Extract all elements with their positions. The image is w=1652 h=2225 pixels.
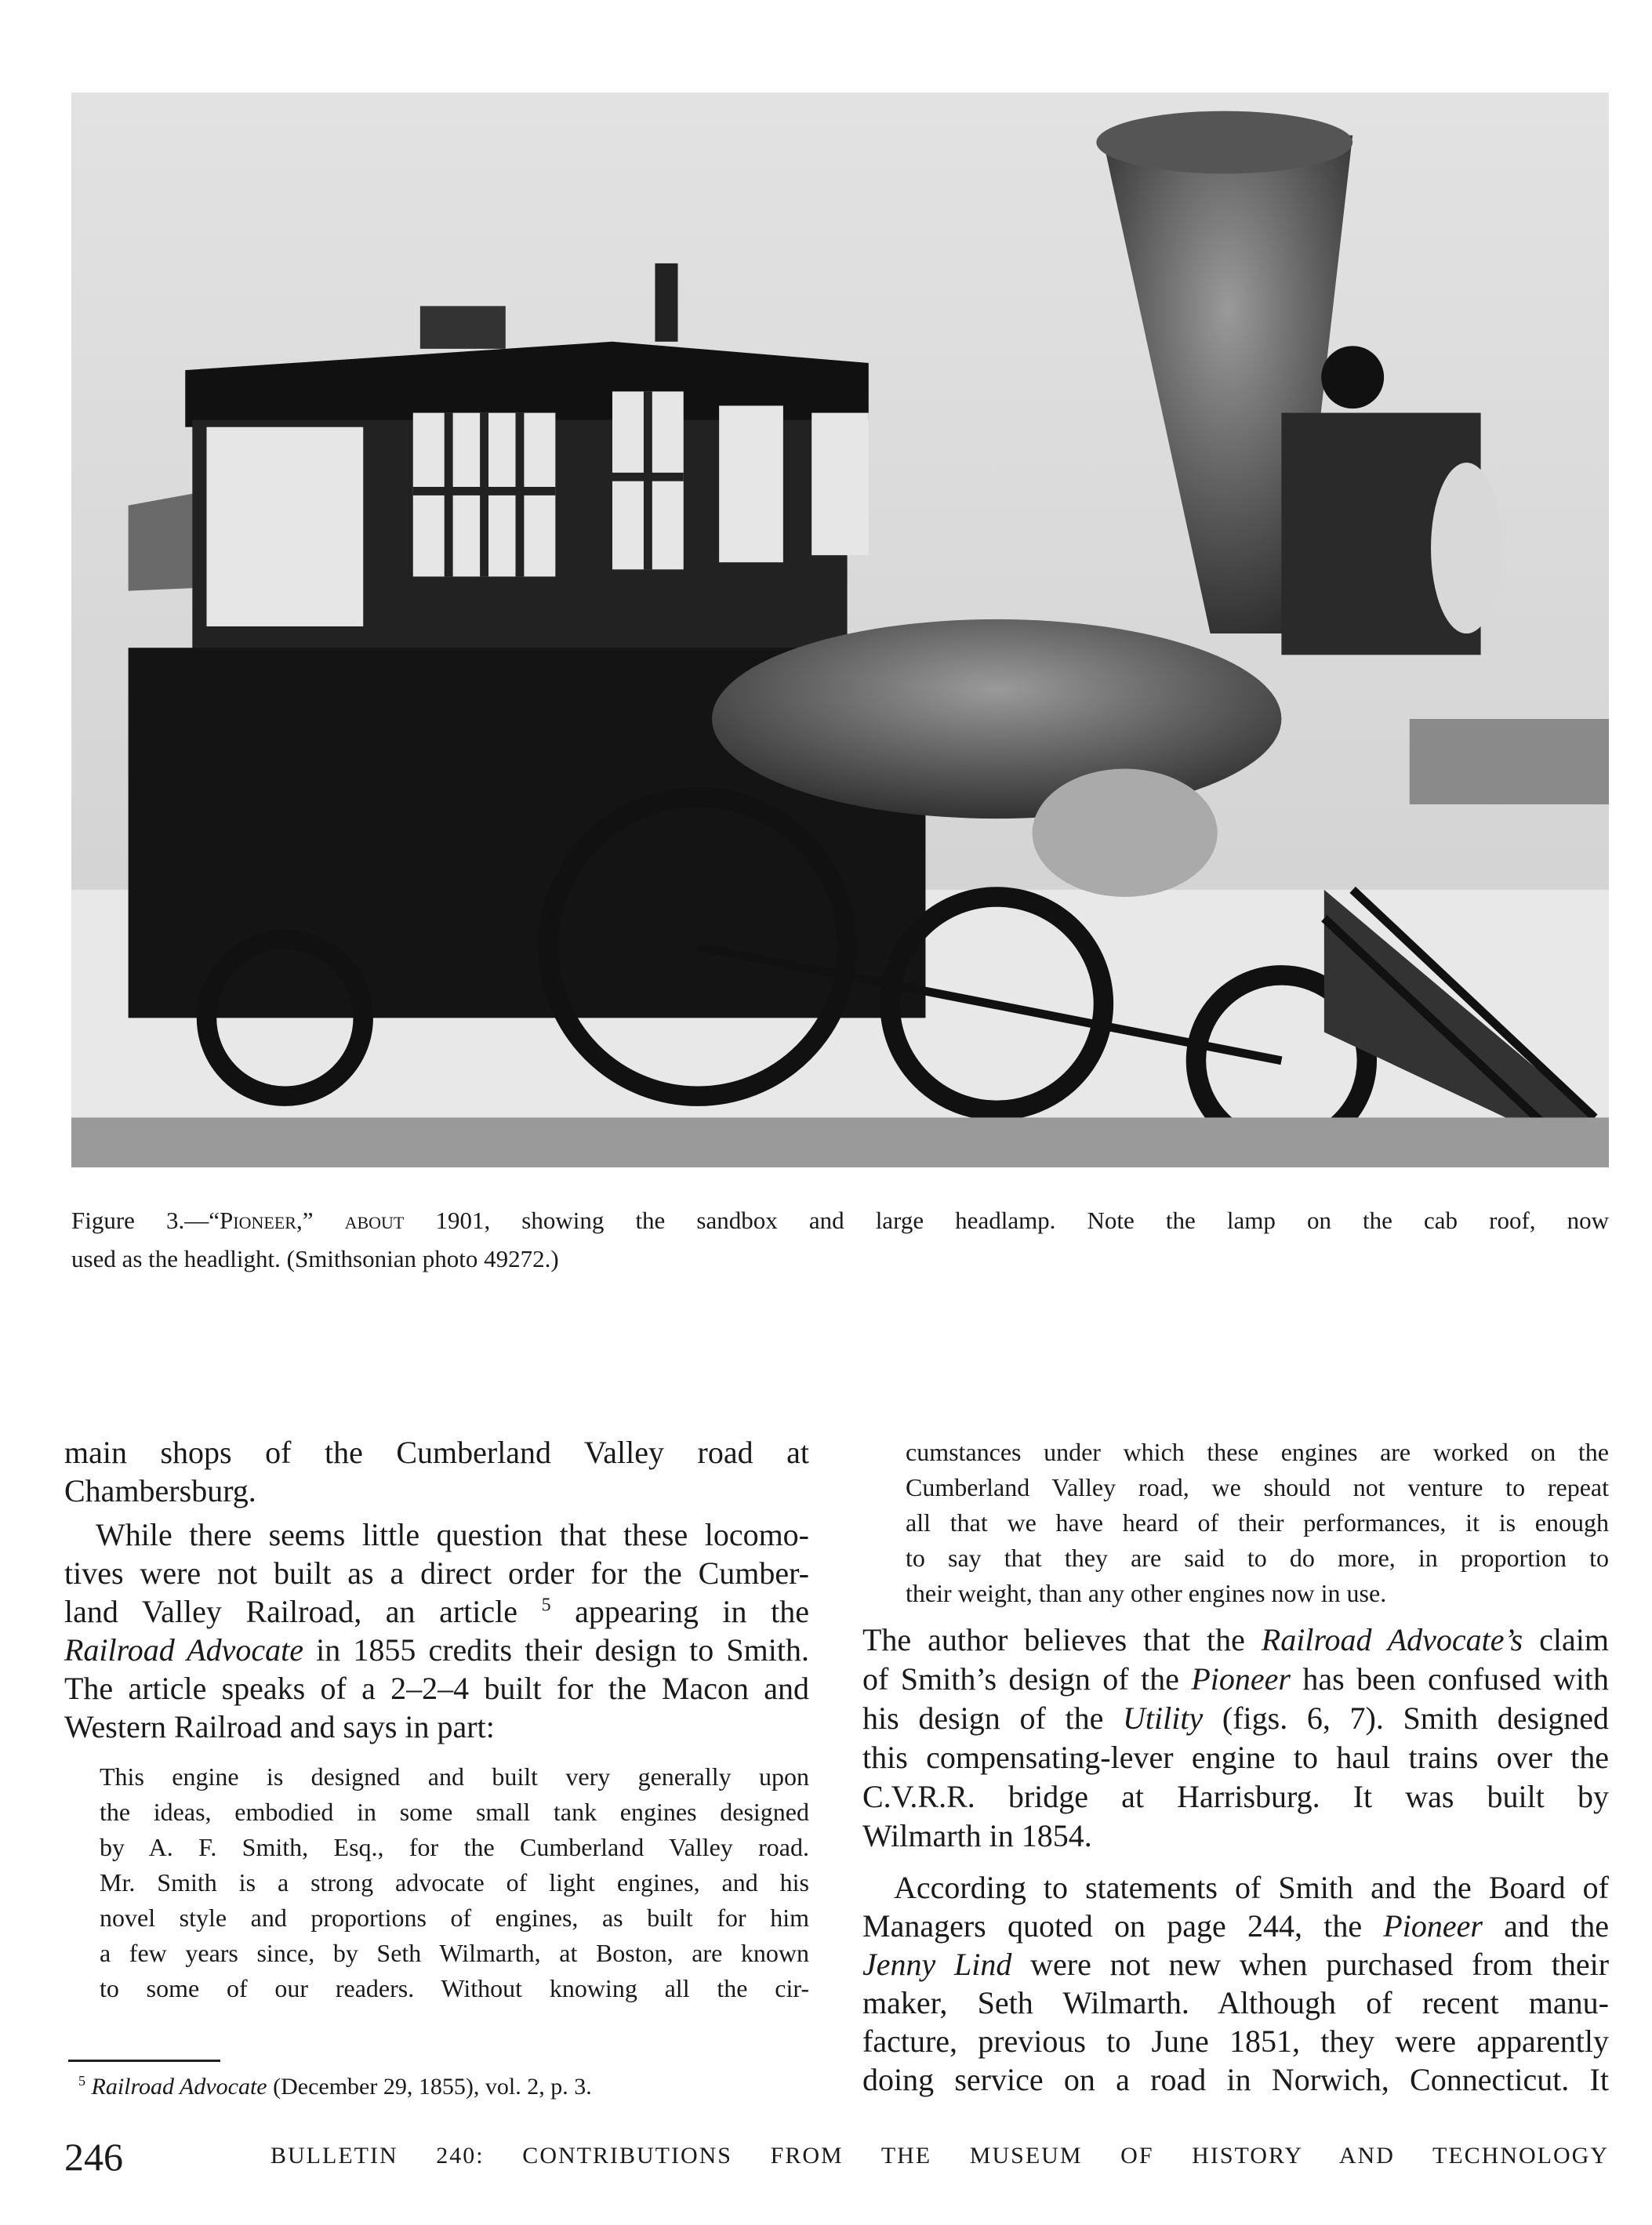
text-segment: in 1855 credits their design to Smith. bbox=[303, 1632, 809, 1668]
text-line bbox=[862, 1738, 1609, 1777]
text-segment: his design of the bbox=[862, 1701, 1123, 1736]
paragraph bbox=[862, 1868, 1609, 2099]
text-line bbox=[862, 1984, 1609, 2022]
text-line bbox=[906, 1576, 1609, 1611]
text-segment: Western Railroad and says in part: bbox=[64, 1709, 495, 1744]
text-segment: all that we have heard of their performances, it is enough bbox=[906, 1508, 1609, 1537]
text-segment: Pioneer,” bbox=[220, 1207, 314, 1234]
italic-text: Jenny Lind bbox=[862, 1947, 1012, 1982]
text-segment: about bbox=[344, 1207, 405, 1234]
text-segment: Wilmarth in 1854. bbox=[862, 1818, 1092, 1853]
text-line bbox=[64, 1472, 809, 1510]
text-segment: The article speaks of a 2–2–4 built for the Macon and bbox=[64, 1671, 809, 1706]
text-segment: This engine is designed and built very generally upon bbox=[100, 1762, 809, 1791]
text-segment: were not new when purchased from their bbox=[1011, 1947, 1610, 1982]
text-line bbox=[862, 1777, 1609, 1817]
text-segment: land Valley Railroad, an article bbox=[64, 1594, 542, 1629]
text-segment: to some of our readers. Without knowing all the cir- bbox=[100, 1974, 809, 2002]
text-line bbox=[906, 1505, 1609, 1541]
text-segment: doing service on a road in Norwich, Connecticut. It bbox=[862, 2062, 1609, 2097]
text-segment: Managers quoted on page 244, the bbox=[862, 1908, 1384, 1944]
text-line bbox=[906, 1470, 1609, 1505]
text-segment: their weight, than any other engines now in use. bbox=[906, 1579, 1387, 1607]
footnote-number: 5 bbox=[78, 2073, 85, 2089]
text-line bbox=[64, 1592, 809, 1631]
footnote-source: Railroad Advocate bbox=[91, 2074, 267, 2100]
text-segment: Mr. Smith is a strong advocate of light engines, and his bbox=[100, 1868, 809, 1897]
italic-text: Pioneer bbox=[1191, 1661, 1291, 1697]
text-line bbox=[64, 1631, 809, 1669]
text-segment: to say that they are said to do more, in proportion to bbox=[906, 1544, 1609, 1572]
text-segment: tives were not built as a direct order for the Cumber- bbox=[64, 1555, 809, 1591]
text-line bbox=[100, 1830, 809, 1865]
text-line bbox=[71, 1240, 1609, 1278]
text-segment: (figs. 6, 7). Smith designed bbox=[1203, 1701, 1609, 1736]
block-quote-continued bbox=[862, 1435, 1609, 1611]
text-segment: C.V.R.R. bridge at Harrisburg. It was built by bbox=[862, 1779, 1609, 1814]
footnote bbox=[78, 2074, 592, 2100]
text-segment: has been confused with bbox=[1290, 1661, 1609, 1697]
text-line bbox=[100, 1865, 809, 1900]
text-line bbox=[100, 1759, 809, 1795]
italic-text: Pioneer bbox=[1383, 1908, 1483, 1944]
text-segment: and the bbox=[1482, 1908, 1609, 1944]
page-number: 246 bbox=[64, 2135, 123, 2179]
text-segment: novel style and proportions of engines, as built for him bbox=[100, 1904, 809, 1932]
italic-text: Railroad Advocate’s bbox=[1261, 1622, 1523, 1657]
text-line bbox=[862, 1907, 1609, 1945]
text-segment: used as the headlight. (Smithsonian photo 49272.) bbox=[71, 1245, 559, 1272]
italic-text: Utility bbox=[1123, 1701, 1204, 1736]
text-segment: this compensating-lever engine to haul trains over the bbox=[862, 1740, 1609, 1775]
text-line bbox=[862, 1660, 1609, 1699]
italic-text: Railroad Advocate bbox=[64, 1632, 303, 1668]
paragraph bbox=[64, 1515, 809, 1746]
text-line bbox=[862, 1621, 1609, 1660]
text-line bbox=[100, 1900, 809, 1936]
text-segment: maker, Seth Wilmarth. Although of recent manu- bbox=[862, 1985, 1609, 2020]
footnote-rule bbox=[68, 2060, 220, 2062]
paragraph bbox=[64, 1433, 809, 1510]
block-quote bbox=[64, 1759, 809, 2006]
text-segment: facture, previous to June 1851, they were apparently bbox=[862, 2024, 1609, 2059]
text-line bbox=[100, 1936, 809, 1971]
text-segment: claim bbox=[1523, 1622, 1609, 1657]
text-segment: Figure 3.—“ bbox=[71, 1207, 220, 1234]
text-segment: main shops of the Cumberland Valley road at bbox=[64, 1435, 809, 1470]
text-segment: cumstances under which these engines are worked on the bbox=[906, 1438, 1609, 1466]
text-line bbox=[862, 1817, 1609, 1856]
text-segment: of Smith’s design of the bbox=[862, 1661, 1192, 1697]
text-line bbox=[906, 1435, 1609, 1470]
figure-caption bbox=[71, 1201, 1609, 1278]
footnote-detail: (December 29, 1855), vol. 2, p. 3. bbox=[267, 2074, 592, 2100]
locomotive-photo bbox=[71, 93, 1609, 1167]
text-line bbox=[862, 2022, 1609, 2060]
text-segment: the ideas, embodied in some small tank engines designed bbox=[100, 1798, 809, 1826]
text-segment: Chambersburg. bbox=[64, 1473, 256, 1508]
text-line bbox=[862, 1868, 1609, 1907]
footnote-ref: 5 bbox=[541, 1595, 551, 1616]
text-line bbox=[862, 1699, 1609, 1738]
text-line bbox=[906, 1541, 1609, 1576]
text-line bbox=[64, 1515, 809, 1554]
text-line bbox=[64, 1554, 809, 1592]
text-segment: 1901, showing the sandbox and large headlamp. Note the lamp on the cab roof, now bbox=[404, 1207, 1609, 1234]
text-segment bbox=[313, 1207, 344, 1234]
text-segment: The author believes that the bbox=[862, 1622, 1262, 1657]
text-line bbox=[64, 1669, 809, 1708]
text-segment: a few years since, by Seth Wilmarth, at Boston, are known bbox=[100, 1939, 809, 1967]
text-segment: Cumberland Valley road, we should not venture to repeat bbox=[906, 1473, 1609, 1501]
text-segment: According to statements of Smith and the Board of bbox=[862, 1870, 1609, 1905]
text-line bbox=[862, 2060, 1609, 2099]
paragraph bbox=[862, 1621, 1609, 1856]
text-segment: appearing in the bbox=[550, 1594, 809, 1629]
text-line bbox=[71, 1201, 1609, 1240]
text-line bbox=[64, 1708, 809, 1746]
text-line bbox=[100, 1795, 809, 1830]
text-segment: While there seems little question that these locomo- bbox=[64, 1517, 809, 1552]
text-segment: by A. F. Smith, Esq., for the Cumberland Valley road. bbox=[100, 1833, 809, 1861]
running-title: BULLETIN 240: CONTRIBUTIONS FROM THE MUSEUM OF HISTORY AND TECHNOLOGY bbox=[270, 2143, 1609, 2169]
text-line bbox=[100, 1971, 809, 2006]
text-line bbox=[862, 1945, 1609, 1984]
text-line bbox=[64, 1433, 809, 1472]
